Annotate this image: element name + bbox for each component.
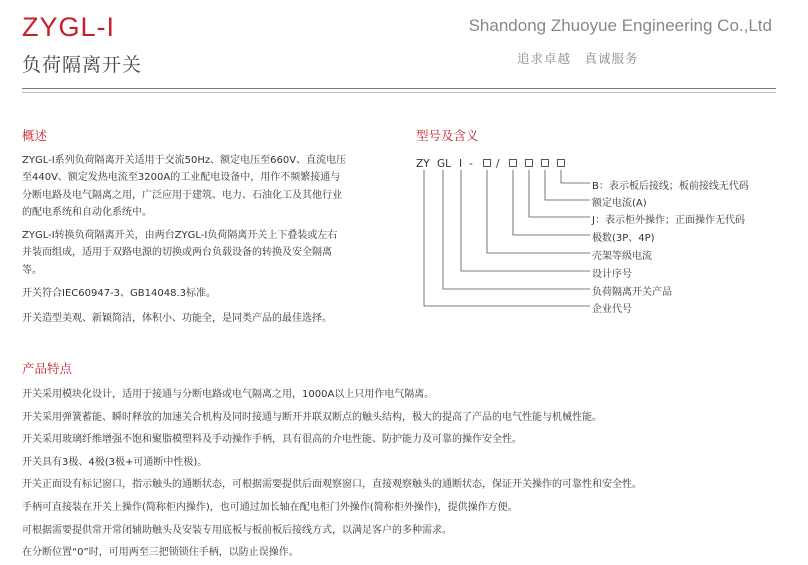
text-line: 开关造型美观、新颖简洁，体积小、功能全，是同类产品的最佳选择。 xyxy=(22,313,332,324)
legend-poles: 极数(3P、4P) xyxy=(592,233,655,244)
code-part-dash: - xyxy=(469,158,473,170)
leader-line-rated-current xyxy=(545,170,590,200)
legend-design-serial: 设计序号 xyxy=(592,269,632,280)
code-part-gl: GL xyxy=(437,158,451,170)
leader-line-enterprise xyxy=(424,170,590,306)
code-part-zy: ZY xyxy=(416,158,430,170)
leader-line-frame-current xyxy=(487,170,590,253)
text-line: 并装而组成，适用于双路电源的切换或两台负载设备的转换及安全隔离 xyxy=(22,247,332,259)
feature-item: 开关采用弹簧蓄能、瞬时释放的加速关合机构及同时接通与断开并联双断点的触头结构，极大的提高了产品的电气性能与机械性能。 xyxy=(22,411,602,423)
legend-enterprise-code: 企业代号 xyxy=(592,304,632,315)
feature-item: 开关采用玻璃纤维增强不饱和聚脂模塑料及手动操作手柄，具有很高的介电性能、防护能力及可靠的操作安全性。 xyxy=(22,434,522,446)
legend-frame-current: 壳架等级电流 xyxy=(592,251,652,262)
company-name: Shandong Zhuoyue Engineering Co.,Ltd xyxy=(468,16,772,35)
legend-product: 负荷隔离开关产品 xyxy=(592,287,672,298)
feature-item: 开关具有3极、4极(3极+可通断中性极)。 xyxy=(22,456,208,468)
text-line: ZYGL-I系列负荷隔离开关适用于交流50Hz、额定电压至660V、直流电压 xyxy=(22,155,347,166)
legend-wiring: B：表示板后接线；板前接线无代码 xyxy=(592,181,749,192)
feature-item: 开关采用模块化设计，适用于接通与分断电路或电气隔离之用，1000A以上只用作电气隔离。 xyxy=(22,389,435,400)
feature-item: 开关正面设有标记窗口，指示触头的通断状态，可根据需要提供后面观察窗口，直接观察触头的通断状态，保证开关操作的可靠性和安全性。 xyxy=(22,479,642,491)
feature-item: 手柄可直接装在开关上操作(简称柜内操作)，也可通过加长轴在配电柜门外操作(简称柜外操作)，提供操作方便。 xyxy=(22,501,518,513)
feature-item: 可根据需要提供常开常闭辅助触头及安装专用底板与板前板后接线方式，以满足客户的多种需求。 xyxy=(22,524,452,536)
text-line: 分断电路及电气隔离之用，广泛应用于建筑、电力、石油化工及其他行业 xyxy=(22,189,342,201)
text-line: 的配电系统和自动化系统中。 xyxy=(22,206,152,218)
text-line: 至440V、额定发热电流至3200A的工业配电设备中，用作不频繁接通与 xyxy=(22,172,341,184)
text-line: ZYGL-I转换负荷隔离开关，由两台ZYGL-I负荷隔离开关上下叠装或左右 xyxy=(22,230,338,241)
model-code-title: 型号及含义 xyxy=(416,128,479,143)
leader-line-wiring xyxy=(561,170,590,183)
product-name: 负荷隔离开关 xyxy=(22,54,143,76)
code-part-i: I xyxy=(459,158,463,170)
leader-line-poles xyxy=(513,170,590,235)
legend-operation: J：表示柜外操作；正面操作无代码 xyxy=(592,215,745,226)
feature-item: 在分断位置“0”时，可用两至三把锁锁住手柄，以防止误操作。 xyxy=(22,547,299,559)
product-model: ZYGL-I xyxy=(22,12,116,42)
text-line: 等。 xyxy=(22,264,42,276)
legend-rated-current: 额定电流(A) xyxy=(592,198,647,209)
overview-title: 概述 xyxy=(22,128,48,143)
text-line: 开关符合IEC60947-3、GB14048.3标准。 xyxy=(22,288,216,299)
leader-line-operation xyxy=(529,170,590,217)
company-slogan: 追求卓越 真诚服务 xyxy=(517,51,639,66)
features-list xyxy=(22,384,792,565)
features-title: 产品特点 xyxy=(22,361,73,376)
leader-line-design-serial xyxy=(461,170,590,271)
code-part-slash: / xyxy=(496,158,500,170)
